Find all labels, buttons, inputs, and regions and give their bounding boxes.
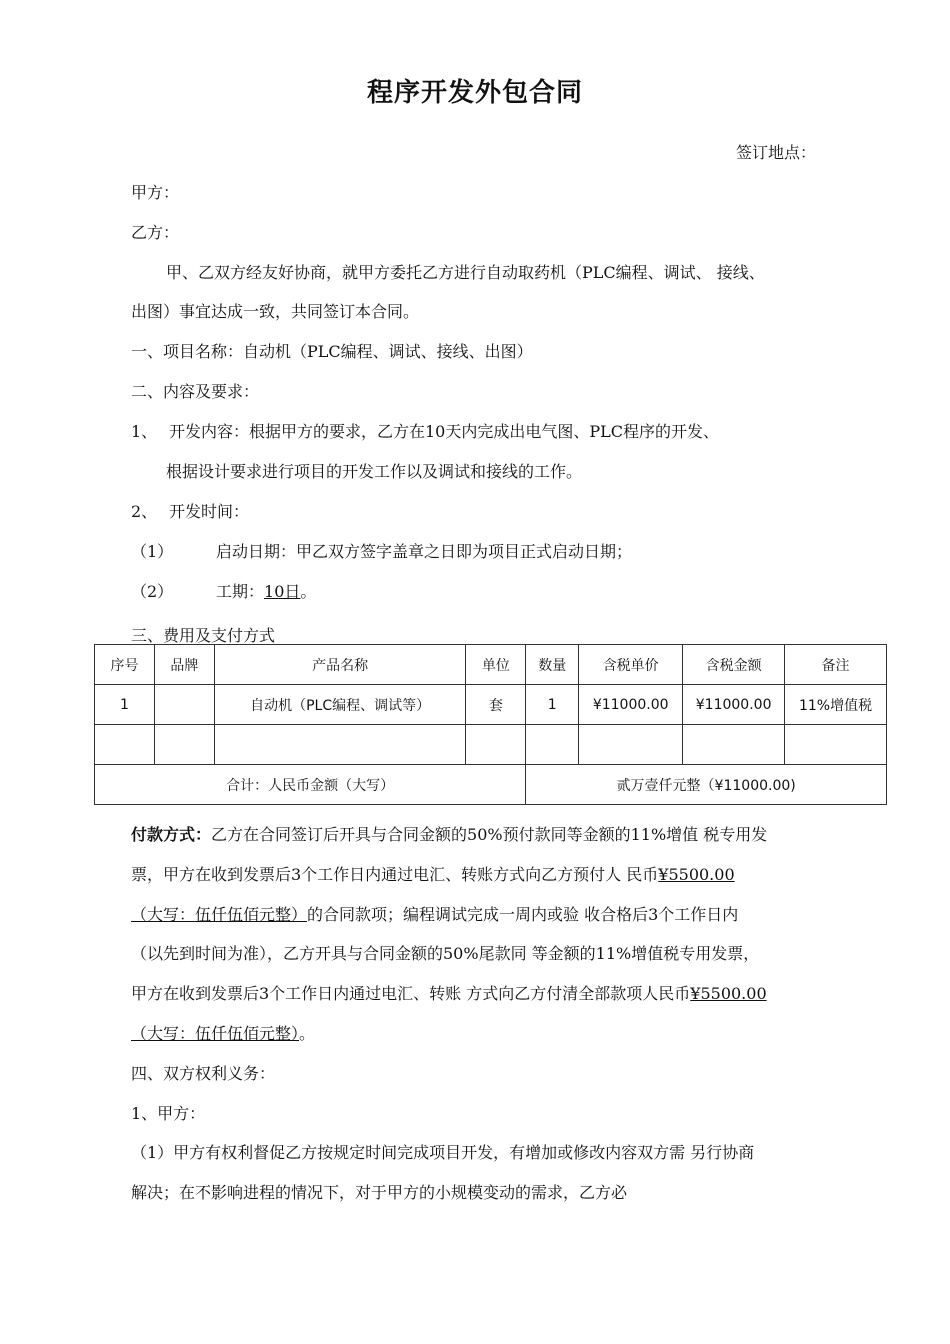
- section-2-heading: 二、内容及要求：: [131, 382, 260, 401]
- item-2-number: 2、: [131, 502, 158, 521]
- header-cell-index: 序号: [95, 645, 155, 685]
- sub-item-1-text: 启动日期：甲乙双方签字盖章之日即为项目正式启动日期；: [216, 542, 633, 561]
- table-row: [95, 685, 887, 725]
- header-cell-brand: 品牌: [154, 645, 214, 685]
- header-cell-quantity: 数量: [526, 645, 579, 685]
- total-label: 合计：人民币金额（大写）: [95, 765, 526, 805]
- cell-index: 1: [95, 685, 155, 725]
- duration-label: 工期：: [216, 582, 265, 601]
- section-3-heading: 三、费用及支付方式: [131, 626, 276, 645]
- item-1-number: 1、: [131, 422, 158, 441]
- total-value: 贰万壹仟元整（¥11000.00): [526, 765, 887, 805]
- payment-line-4: （以先到时间为准），乙方开具与合同金额的50%尾款同 等金额的11%增值税专用发票，: [131, 944, 760, 963]
- payment-line-1: 付款方式：乙方在合同签订后开具与合同金额的50%预付款同等金额的11%增值 税专用发: [131, 825, 768, 844]
- item-2-text: 开发时间：: [169, 502, 250, 521]
- intro-line-1: 甲、乙双方经友好协商，就甲方委托乙方进行自动取药机（PLC编程、调试、 接线、: [166, 263, 765, 282]
- section-4-heading: 四、双方权利义务：: [131, 1064, 276, 1083]
- item-1-continuation: 根据设计要求进行项目的开发工作以及调试和接线的工作。: [166, 462, 583, 481]
- prepay-amount-words: （大写：伍仟伍佰元整）: [131, 905, 308, 924]
- header-cell-unit: 单位: [466, 645, 526, 685]
- party-a: 甲方：: [131, 183, 180, 202]
- header-cell-amount: 含税金额: [683, 645, 785, 685]
- cell-amount: ¥11000.00: [683, 685, 785, 725]
- header-cell-remark: 备注: [785, 645, 887, 685]
- table-header-row: [95, 645, 887, 685]
- table-total-row: [95, 765, 887, 805]
- header-cell-unit-price: 含税单价: [579, 645, 683, 685]
- header-cell-product: 产品名称: [214, 645, 466, 685]
- section-4-clause-1-line-1: （1）甲方有权利督促乙方按规定时间完成项目开发，有增加或修改内容双方需 另行协商: [131, 1143, 755, 1162]
- party-b: 乙方：: [131, 223, 180, 242]
- page-title: 程序开发外包合同: [366, 78, 583, 108]
- section-1-project-name: 一、项目名称：自动机（PLC编程、调试、接线、出图）: [131, 342, 533, 361]
- intro-line-2: 出图）事宜达成一致，共同签订本合同。: [131, 302, 420, 321]
- section-4-clause-1-line-2: 解决；在不影响进程的情况下，对于甲方的小规模变动的需求，乙方必: [131, 1183, 628, 1202]
- table-row-empty: [95, 725, 887, 765]
- cell-unit: 套: [466, 685, 526, 725]
- final-amount-words: （大写：伍仟伍佰元整）: [131, 1024, 300, 1043]
- cell-remark: 11%增值税: [785, 685, 887, 725]
- item-1-text: 开发内容：根据甲方的要求，乙方在10天内完成出电气图、PLC程序的开发、: [169, 422, 719, 441]
- payment-line-5: 甲方在收到发票后3个工作日内通过电汇、转账 方式向乙方付清全部款项人民币¥5500.00: [131, 984, 767, 1003]
- payment-label: 付款方式：: [131, 825, 212, 844]
- sub-item-2-number: （2）: [131, 582, 174, 601]
- sub-item-2-text: [216, 579, 316, 602]
- cell-product: 自动机（PLC编程、调试等）: [214, 685, 466, 725]
- cell-quantity: 1: [526, 685, 579, 725]
- duration-value: 10日: [264, 582, 301, 601]
- sub-item-1-number: （1）: [131, 542, 174, 561]
- cell-brand: [154, 685, 214, 725]
- fee-table: [94, 644, 887, 805]
- final-amount: ¥5500.00: [690, 984, 767, 1003]
- payment-line-3: （大写：伍仟伍佰元整）的合同款项；编程调试完成一周内或验 收合格后3个工作日内: [131, 905, 739, 924]
- payment-line-2: 票，甲方在收到发票后3个工作日内通过电汇、转账方式向乙方预付人 民币¥5500.00: [131, 865, 735, 884]
- duration-end: 。: [300, 582, 317, 601]
- prepay-amount: ¥5500.00: [658, 865, 735, 884]
- cell-unit-price: ¥11000.00: [579, 685, 683, 725]
- sign-place: 签订地点：: [736, 143, 817, 162]
- section-4-party-a: 1、甲方：: [131, 1104, 206, 1123]
- payment-line-6: （大写：伍仟伍佰元整）。: [131, 1024, 316, 1043]
